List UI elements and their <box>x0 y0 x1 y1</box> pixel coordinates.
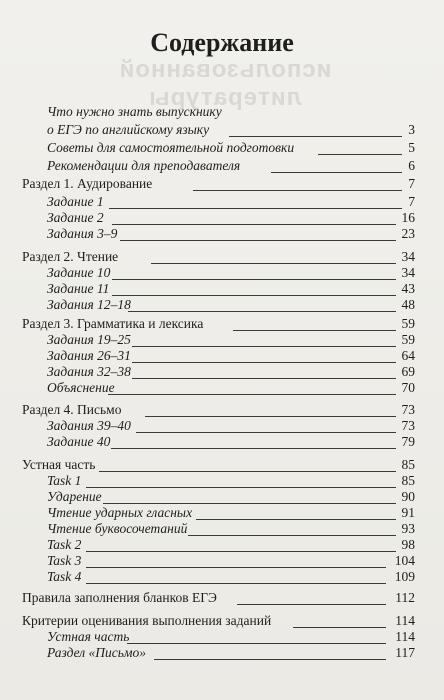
toc-page-number: 98 <box>401 537 415 552</box>
toc-page-number: 114 <box>395 613 415 628</box>
leader-line <box>86 582 386 584</box>
bleed-through-text: использованной литературы <box>118 56 332 111</box>
leader-line <box>111 447 396 449</box>
toc-entry-title: Task 2 <box>47 537 82 552</box>
toc-entry-title: Раздел 4. Письмо <box>22 402 122 417</box>
toc-page-number: 7 <box>408 194 415 209</box>
toc-page-number: 34 <box>401 265 415 280</box>
page-title: Содержание <box>150 28 294 57</box>
toc-page-number: 23 <box>401 226 415 241</box>
toc-row[interactable] <box>0 225 444 243</box>
toc-page-number: 90 <box>401 489 415 504</box>
toc-page-number: 79 <box>401 434 415 449</box>
toc-entry-title: Задание 2 <box>47 210 104 225</box>
toc-page-number: 91 <box>401 505 415 520</box>
toc-page-number: 69 <box>401 364 415 379</box>
toc-page-number: 64 <box>401 348 415 363</box>
toc-row[interactable] <box>0 296 444 314</box>
toc-page-number: 43 <box>401 281 415 296</box>
toc-entry-title: о ЕГЭ по английскому языку <box>47 122 210 137</box>
toc-entry-title: Задание 11 <box>47 281 110 296</box>
toc-entry-title: Раздел 3. Грамматика и лексика <box>22 316 204 331</box>
toc-page-number: 114 <box>395 629 415 644</box>
toc-entry-title: Задания 12–18 <box>47 297 131 312</box>
toc-entry-title: Раздел 1. Аудирование <box>22 176 153 191</box>
toc-row[interactable] <box>0 121 444 139</box>
toc-page-number: 16 <box>401 210 415 225</box>
toc-entry-title: Объяснение <box>47 380 115 395</box>
toc-entry-title: Советы для самостоятельной подготовки <box>47 140 295 155</box>
toc-row[interactable] <box>0 433 444 451</box>
toc-entry-title: Устная часть <box>47 629 130 644</box>
toc-page-number: 59 <box>401 332 415 347</box>
toc-entry-title: Task 4 <box>47 569 82 584</box>
toc-page-number: 93 <box>401 521 415 536</box>
toc-entry-title: Задания 3–9 <box>47 226 118 241</box>
toc-entry-title: Устная часть <box>22 457 96 472</box>
toc-entry-title: Задания 39–40 <box>47 418 131 433</box>
toc-page-number: 34 <box>401 249 415 264</box>
leader-line <box>271 171 402 173</box>
leader-line <box>229 135 402 137</box>
toc-entry-title: Задание 10 <box>47 265 111 280</box>
leader-line <box>128 310 396 312</box>
toc-row[interactable] <box>0 139 444 157</box>
toc-row[interactable] <box>0 379 444 397</box>
toc-page-number: 48 <box>401 297 415 312</box>
toc-entry-title: Рекомендации для преподавателя <box>47 158 241 173</box>
toc-entry-title: Task 3 <box>47 553 82 568</box>
leader-line <box>108 393 396 395</box>
toc-page-number: 73 <box>401 418 415 433</box>
toc-row[interactable] <box>0 157 444 175</box>
toc-page-number: 73 <box>401 402 415 417</box>
toc-entry-title: Что нужно знать выпускнику <box>47 104 222 119</box>
toc-entry-title: Task 1 <box>47 473 82 488</box>
toc-page-number: 85 <box>401 473 415 488</box>
toc-row[interactable] <box>0 568 444 586</box>
toc-page-number: 7 <box>408 176 415 191</box>
leader-line <box>193 189 402 191</box>
toc-page-number: 112 <box>395 590 415 605</box>
toc-page-number: 109 <box>394 569 415 584</box>
toc-entry-title: Раздел «Письмо» <box>47 645 146 660</box>
toc-row[interactable] <box>0 644 444 662</box>
toc-entry-title: Чтение ударных гласных <box>47 505 193 520</box>
toc-entry-title: Задание 40 <box>47 434 111 449</box>
leader-line <box>318 153 402 155</box>
leader-line <box>237 603 386 605</box>
toc-entry-title: Задания 26–31 <box>47 348 131 363</box>
toc-page-number: 85 <box>401 457 415 472</box>
toc-row[interactable] <box>0 103 444 121</box>
leader-line <box>154 658 386 660</box>
toc-entry-title: Раздел 2. Чтение <box>22 249 119 264</box>
toc-row[interactable] <box>0 589 444 607</box>
toc-entry-title: Критерии оценивания выполнения заданий <box>22 613 272 628</box>
toc-page-number: 117 <box>395 645 415 660</box>
toc-page-number: 104 <box>394 553 415 568</box>
toc-page-number: 5 <box>408 140 415 155</box>
toc-entry-title: Чтение буквосочетаний <box>47 521 188 536</box>
toc-page-number: 70 <box>401 380 415 395</box>
toc-page-number: 6 <box>408 158 415 173</box>
toc-entry-title: Задания 32–38 <box>47 364 131 379</box>
leader-line <box>120 239 396 241</box>
toc-page-number: 3 <box>408 122 415 137</box>
toc-row[interactable] <box>0 175 444 193</box>
toc-entry-title: Задание 1 <box>47 194 104 209</box>
toc-page-number: 59 <box>401 316 415 331</box>
toc-entry-title: Правила заполнения бланков ЕГЭ <box>22 590 217 605</box>
toc-entry-title: Задания 19–25 <box>47 332 131 347</box>
toc-entry-title: Ударение <box>47 489 102 504</box>
